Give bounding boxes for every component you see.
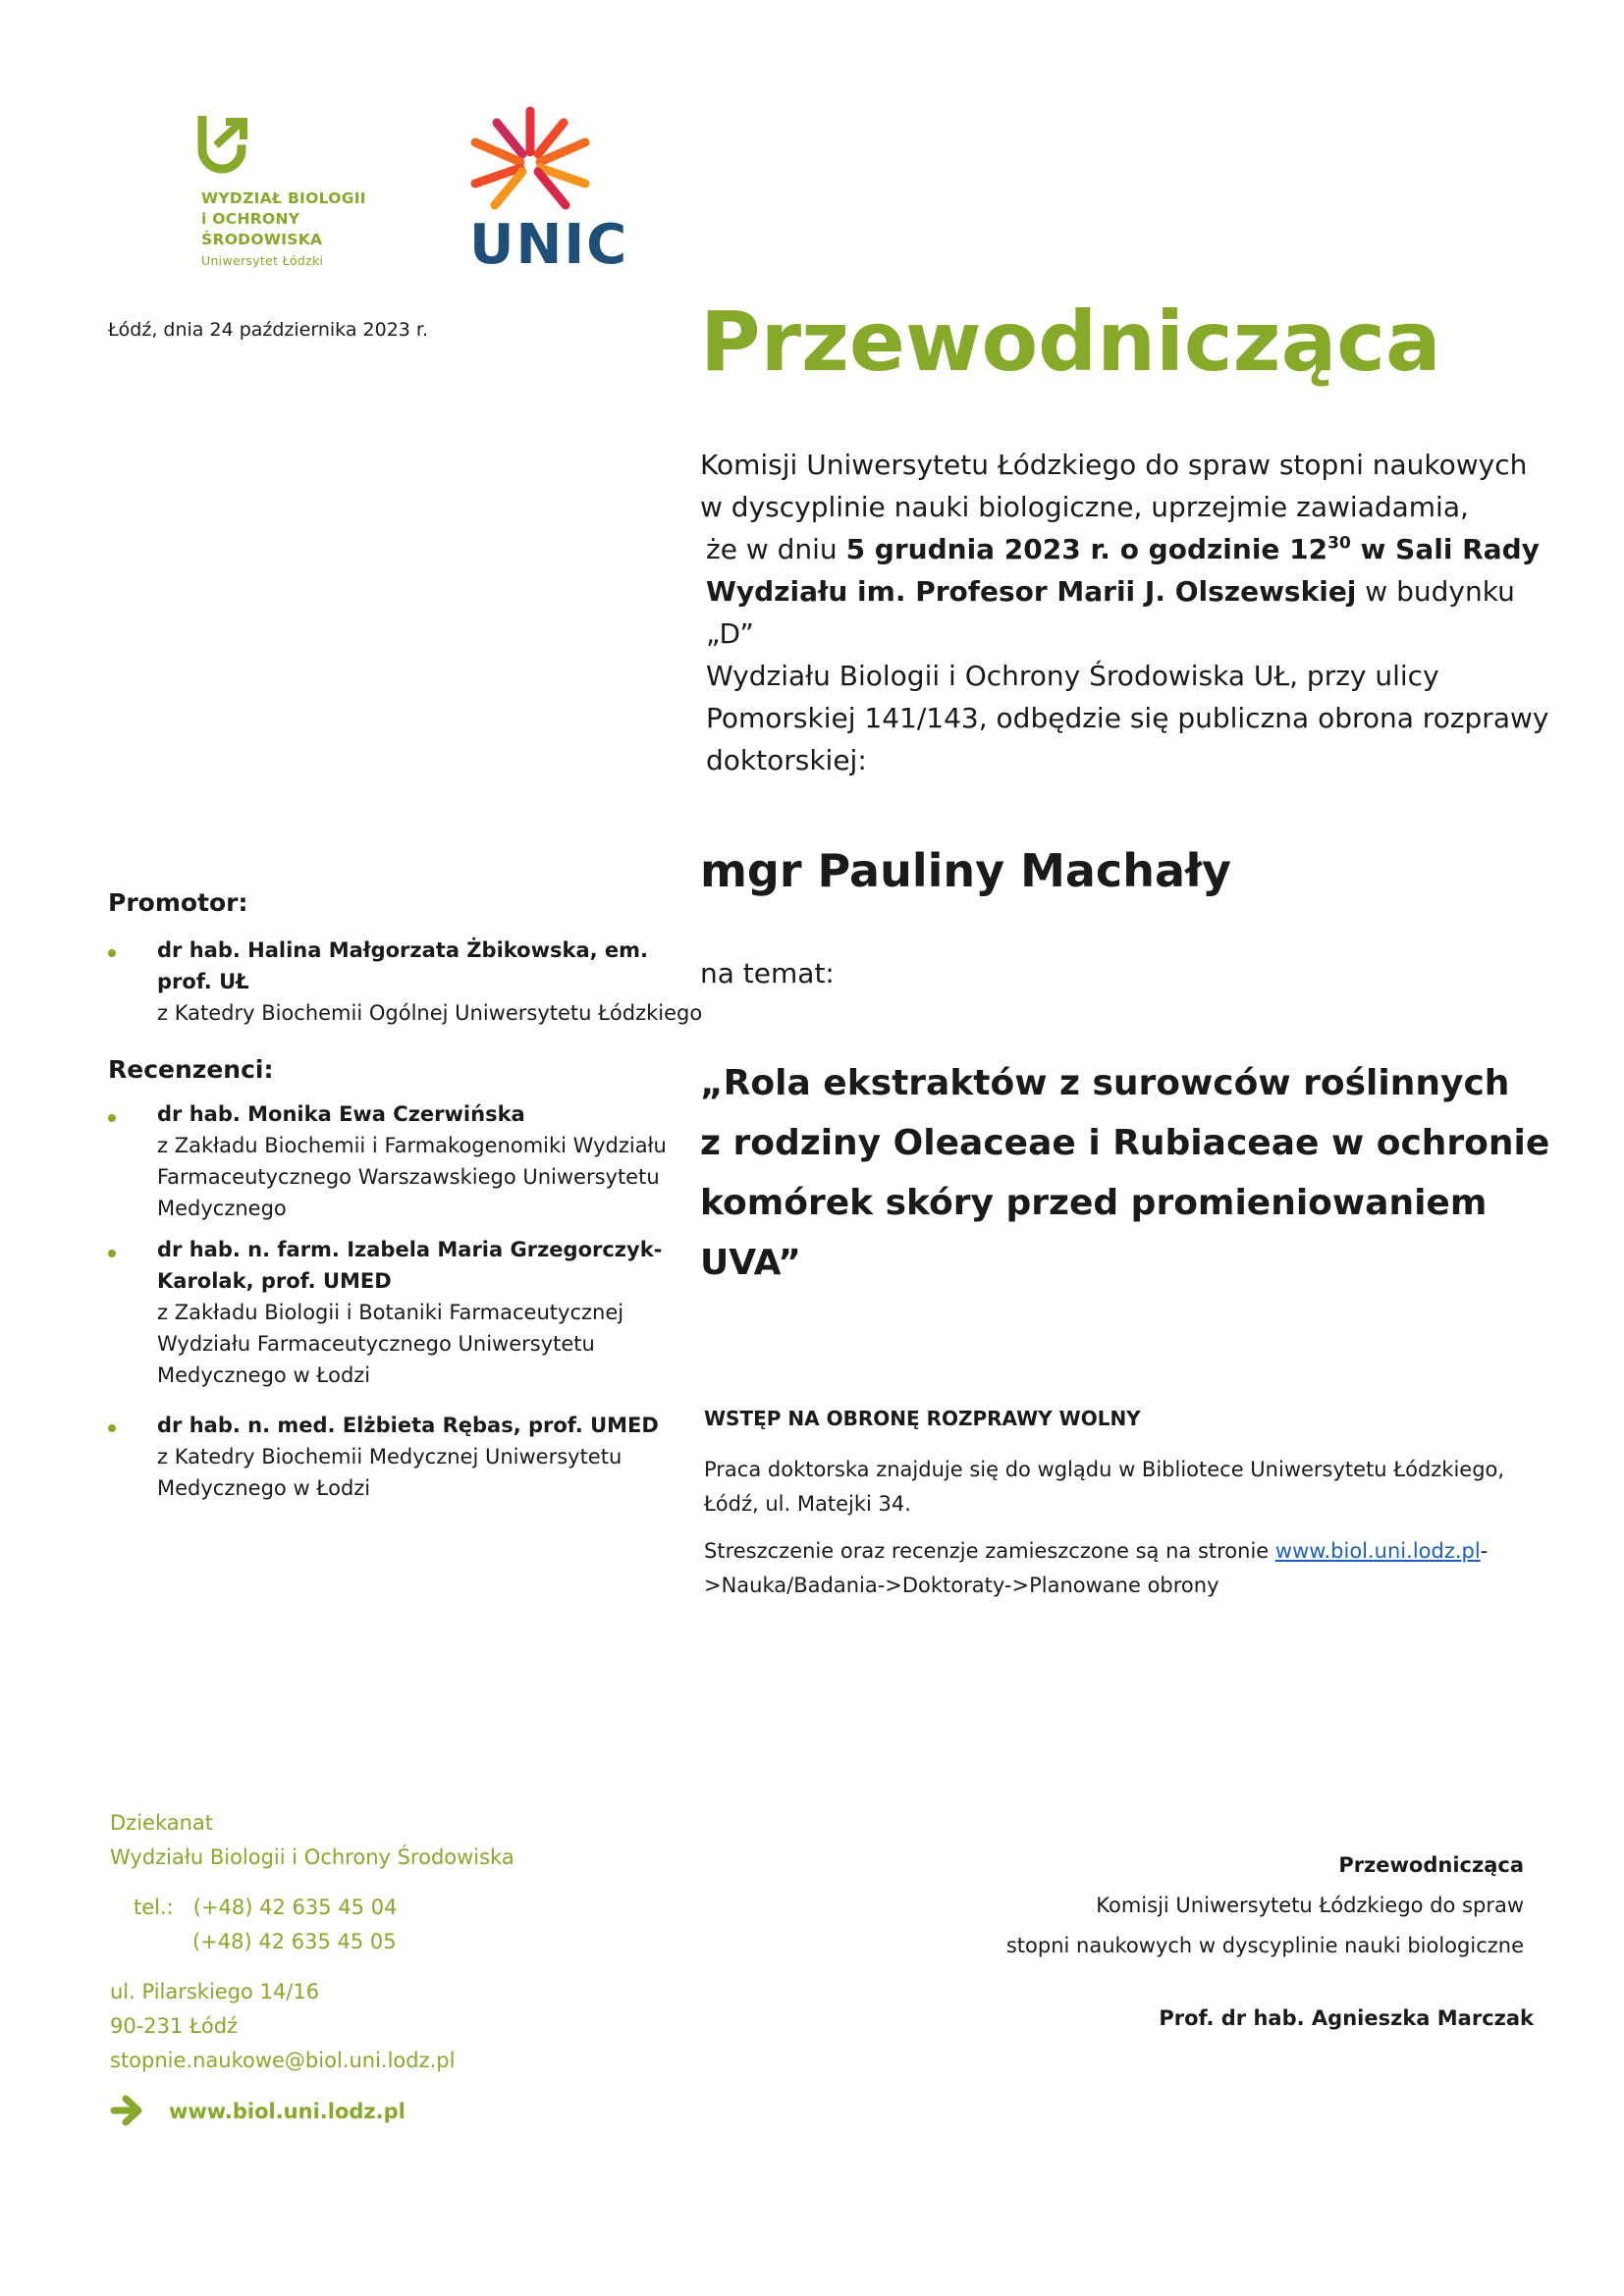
faculty-logo-text: WYDZIAŁ BIOLOGII i OCHRONY ŚRODOWISKA Uniwersytet Łódzki <box>201 189 366 268</box>
unic-sunburst-icon <box>461 103 599 221</box>
document-date: Łódź, dnia 24 października 2023 r. <box>108 319 429 341</box>
footer-address: ul. Pilarskiego 14/16 90-231 Łódź stopnie.naukowe@biol.uni.lodz.pl <box>110 1975 455 2078</box>
faculty-logo-icon <box>196 116 255 177</box>
library-info: Praca doktorska znajduje się do wglądu w Bibliotece Uniwersytetu Łódzkiego, Łódź, ul. Matejki 34. <box>704 1458 1505 1516</box>
arrow-right-icon <box>108 2091 147 2130</box>
bullet-icon <box>108 1114 116 1122</box>
footer-signature-block: Przewodnicząca Komisji Uniwersytetu Łódzkiego do spraw stopni naukowych w dyscyplinie nauki biologiczne <box>1005 1853 1524 1957</box>
reviewer-item: dr hab. Monika Ewa Czerwińska z Zakładu Biochemii i Farmakogenomiki Wydziału Farmaceutycznego Warszawskiego Uniwersytetu Medycznego <box>157 1102 667 1220</box>
footer-phones: tel.: (+48) 42 635 45 04 (+48) 42 635 45 05 <box>134 1896 398 1953</box>
candidate-name: mgr Pauliny Machały <box>700 844 1232 897</box>
promotor-heading: Promotor: <box>108 888 248 917</box>
reviewers-heading: Recenzenci: <box>108 1055 274 1084</box>
free-entry-notice: WSTĘP NA OBRONĘ ROZPRAWY WOLNY <box>704 1407 1141 1430</box>
bullet-icon <box>108 1250 116 1257</box>
promotor-item: dr hab. Halina Małgorzata Żbikowska, em. prof. UŁ z Katedry Biochemii Ogólnej Uniwersytetu Łódzkiego <box>157 938 703 1025</box>
bullet-icon <box>108 1424 116 1432</box>
faculty-website-link[interactable]: www.biol.uni.lodz.pl <box>1274 1539 1481 1563</box>
reviewer-item: dr hab. n. farm. Izabela Maria Grzegorczyk-Karolak, prof. UMED z Zakładu Biologii i Botaniki Farmaceutycznej Wydziału Farmaceutycznego Uniwersytetu Medycznego w Łodzi <box>157 1238 663 1387</box>
footer-office: Dziekanat Wydziału Biologii i Ochrony Środowiska <box>110 1811 514 1869</box>
signatory-name: Prof. dr hab. Agnieszka Marczak <box>1159 2006 1534 2030</box>
topic-label: na temat: <box>700 957 835 989</box>
footer-website-link[interactable]: www.biol.uni.lodz.pl <box>169 2100 406 2123</box>
page-title: Przewodnicząca <box>700 294 1441 390</box>
bullet-icon <box>108 949 116 957</box>
unic-logo-text: UNIC <box>469 213 629 277</box>
footer-email-link[interactable]: stopnie.naukowe@biol.uni.lodz.pl <box>110 2049 456 2072</box>
reviewer-item: dr hab. n. med. Elżbieta Rębas, prof. UMED z Katedry Biochemii Medycznej Uniwersytetu Medycznego w Łodzi <box>157 1414 659 1500</box>
summary-info: Streszczenie oraz recenzje zamieszczone są na stronie www.biol.uni.lodz.pl->Nauka/Badania->Doktoraty->Planowane obrony <box>704 1539 1489 1597</box>
announcement-paragraph: Komisji Uniwersytetu Łódzkiego do spraw stopni naukowych w dyscyplinie nauki biologiczne, uprzejmie zawiadamia, że w dniu 5 grudnia 2023 r. o godzinie $12^{30}$ w Sali Rady Wydziału im. Profesor Marii J. Olszewskiej w budynku „D” Wydziału Biologii i Ochrony Środowiska UŁ, przy ulicy Pomorskiej 141/143, odbędzie się publiczna obrona rozprawy doktorskiej: <box>700 449 1549 776</box>
thesis-title: „Rola ekstraktów z surowców roślinnych z rodziny Oleaceae i Rubiaceae w ochronie komórek skóry przed promieniowaniem UVA” <box>700 1063 1550 1283</box>
